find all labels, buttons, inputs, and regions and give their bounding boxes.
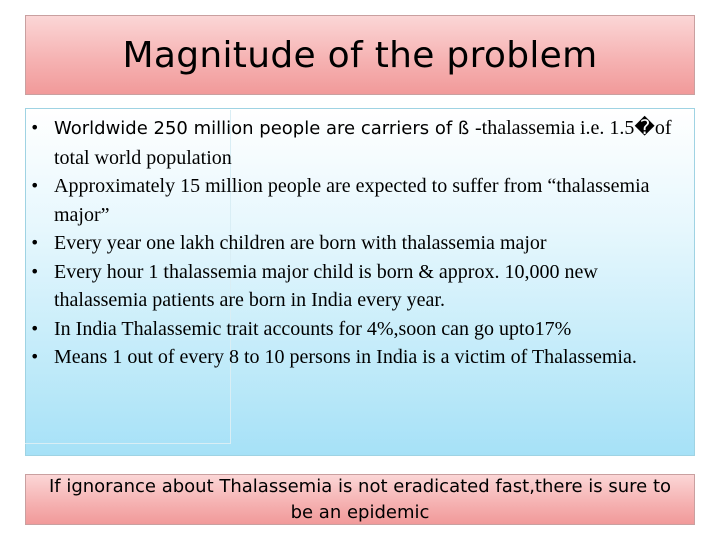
bullet-item <box>30 315 685 344</box>
bullet-text: Means 1 out of every 8 to 10 persons in India is a victim of Thalassemia. <box>54 346 637 368</box>
bullet-dot-icon: • <box>30 261 40 281</box>
decorative-divider <box>25 443 231 444</box>
bullet-text: Every year one lakh children are born with thalassemia major <box>54 232 547 254</box>
bullet-text: -thalassemia i.e. 1.5�of total world population <box>54 117 672 169</box>
bullet-text: Approximately 15 million people are expected to suffer from “thalassemia major” <box>54 175 650 226</box>
bullet-list <box>30 114 685 372</box>
bullet-item <box>30 258 685 315</box>
bullet-text-sans: Worldwide 250 million people are carriers of ß <box>54 118 475 139</box>
bullet-text: Every hour 1 thalassemia major child is born & approx. 10,000 new thalassemia patients are born in India every year. <box>54 260 598 311</box>
bullet-item <box>30 343 685 372</box>
slide-title: Magnitude of the problem <box>122 34 598 76</box>
bullet-dot-icon: • <box>30 118 40 137</box>
slide-footer-text: If ignorance about Thalassemia is not eradicated fast,there is sure to be an epidemic <box>48 475 672 523</box>
bullet-dot-icon: • <box>30 233 40 252</box>
bullet-dot-icon: • <box>30 318 40 338</box>
bullet-item <box>30 229 685 258</box>
bullet-item <box>30 114 685 172</box>
bullet-dot-icon: • <box>30 347 40 366</box>
slide-title-box <box>25 15 695 95</box>
bullet-dot-icon: • <box>30 176 40 195</box>
slide-footer-box <box>25 474 695 525</box>
bullet-text: In India Thalassemic trait accounts for 4%,soon can go upto17% <box>54 317 572 340</box>
bullet-item <box>30 172 685 229</box>
